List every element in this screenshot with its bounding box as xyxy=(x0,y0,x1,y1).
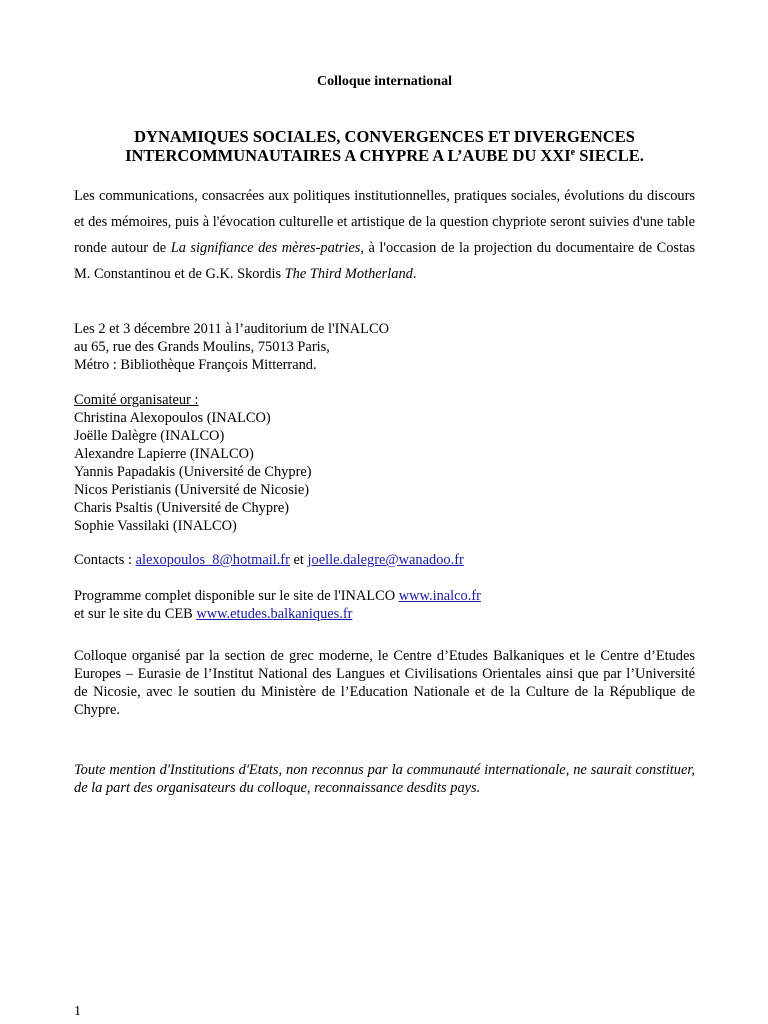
programme-text: et sur le site du CEB xyxy=(74,606,197,622)
programme-line-2 xyxy=(74,605,695,623)
inalco-website-link[interactable]: www.inalco.fr xyxy=(398,588,481,604)
ceb-website-link[interactable]: www.etudes.balkaniques.fr xyxy=(196,606,353,622)
committee-heading: Comité organisateur : xyxy=(74,392,199,408)
committee-member: Sophie Vassilaki (INALCO) xyxy=(74,518,237,534)
title-line-2 xyxy=(74,146,695,165)
page-number: 1 xyxy=(74,1004,81,1019)
contacts-separator: et xyxy=(289,552,308,568)
title-line-2-end: SIECLE. xyxy=(575,146,644,165)
intro-text-1: Les communications, consacrées aux politiques institutionnelles, pratiques sociales, évolutions du discours et des mémoires, puis à l'évocation culturelle et artistique de la question chypriote seront suivies d'une table ronde autour de xyxy=(74,188,695,256)
programme-text: Programme complet disponible sur le site de l'INALCO xyxy=(74,588,399,604)
contacts-label: Contacts : xyxy=(74,552,136,568)
title-line-2-text: INTERCOMMUNAUTAIRES A CHYPRE A L’AUBE DU XXI xyxy=(125,146,571,165)
organisers-paragraph: Colloque organisé par la section de grec moderne, le Centre d’Etudes Balkaniques et le Centre d’Etudes Europes – Eurasie de l’Institut National des Langues et Civilisations Orientales ainsi que par l’Université de Nicosie, avec le soutien du Ministère de l’Education Nationale et de la Culture de la République de Chypre. xyxy=(74,648,695,718)
title-superscript: e xyxy=(570,147,576,158)
venue-block xyxy=(74,320,695,374)
venue-metro: Métro : Bibliothèque François Mitterrand. xyxy=(74,357,317,373)
programme-block xyxy=(74,587,695,623)
committee-member: Yannis Papadakis (Université de Chypre) xyxy=(74,464,312,480)
document-title xyxy=(74,127,695,165)
committee-member: Charis Psaltis (Université de Chypre) xyxy=(74,500,290,516)
intro-italic-1: La signifiance des mères-patries xyxy=(170,240,361,256)
intro-text-2: , à l'occasion de la projection du documentaire de Costas M. Constantinou et de G.K. Skordis xyxy=(74,240,695,282)
contact-email-link[interactable]: joelle.dalegre@wanadoo.fr xyxy=(307,552,464,568)
committee-member: Christina Alexopoulos (INALCO) xyxy=(74,410,271,426)
committee-member: Nicos Peristianis (Université de Nicosie) xyxy=(74,482,309,498)
document-kicker: Colloque international xyxy=(317,74,452,89)
committee-block xyxy=(74,391,695,535)
contact-email-link[interactable]: alexopoulos_8@hotmail.fr xyxy=(135,552,290,568)
document-page xyxy=(74,0,695,1024)
intro-italic-2: The Third Motherland xyxy=(284,266,413,282)
committee-member: Joëlle Dalègre (INALCO) xyxy=(74,428,225,444)
committee-member: Alexandre Lapierre (INALCO) xyxy=(74,446,254,462)
disclaimer-paragraph: Toute mention d'Institutions d'Etats, non reconnus par la communauté internationale, ne saurait constituer, de la part des organisateurs du colloque, reconnaissance desdits pays. xyxy=(74,762,695,796)
programme-line-1 xyxy=(74,587,695,605)
venue-date: Les 2 et 3 décembre 2011 à l’auditorium de l'INALCO xyxy=(74,321,389,337)
contacts-line xyxy=(74,551,695,569)
title-line-1: DYNAMIQUES SOCIALES, CONVERGENCES ET DIVERGENCES xyxy=(134,127,635,146)
venue-address: au 65, rue des Grands Moulins, 75013 Paris, xyxy=(74,339,330,355)
intro-text-3: . xyxy=(412,266,417,282)
intro-paragraph xyxy=(74,183,695,287)
